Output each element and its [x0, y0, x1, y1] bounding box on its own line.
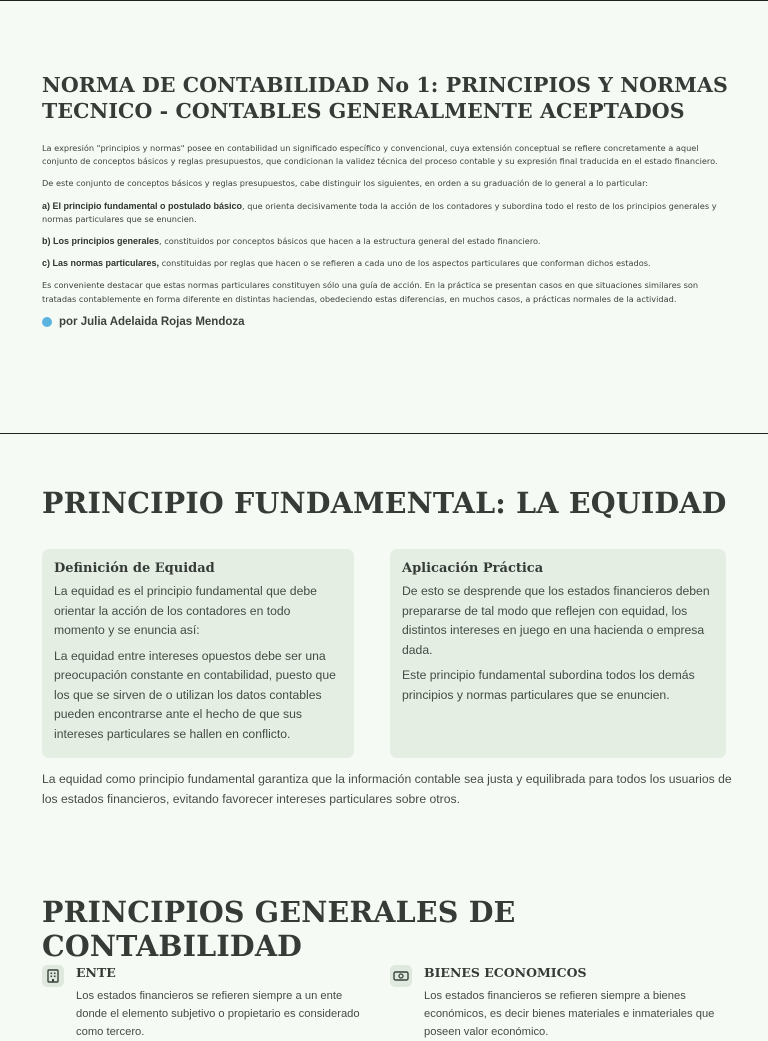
author-name: por Julia Adelaida Rojas Mendoza: [59, 315, 245, 328]
slide-norma-contabilidad: [42, 72, 730, 328]
item-c-text: constituidas por reglas que hacen o se refieren a cada uno de los aspectos particulares que conforman dichos estados.: [159, 258, 651, 269]
slide-divider: [0, 433, 768, 434]
definicion-card-p1: La equidad es el principio fundamental que debe orientar la acción de los contadores en todo momento y se enuncia así:: [54, 584, 317, 637]
slide2-title: PRINCIPIO FUNDAMENTAL: LA EQUIDAD: [42, 486, 727, 520]
aplicacion-card-title: Aplicación Práctica: [402, 561, 544, 576]
principle-ente-text: Los estados financieros se refieren siempre a un ente donde el elemento subjetivo o propietario es considerado como tercero.: [76, 990, 360, 1038]
building-icon: [42, 965, 64, 987]
closing-paragraph: Es conveniente destacar que estas normas particulares constituyen sólo una guía de acción. En la práctica se presentan casos en que situaciones similares son tratadas contablemente en forma diferente en distintas haciendas, obedeciendo estas diferencias, en muchos casos, a prácticas normales de la actividad.: [42, 280, 699, 304]
equidad-note: La equidad como principio fundamental garantiza que la información contable sea justa y equilibrada para todos los usuarios de los estados financieros, evitando favorecer intereses particulares sobre otros.: [42, 772, 732, 806]
item-c-term: c) Las normas particulares,: [42, 258, 160, 269]
aplicacion-card-p2: Este principio fundamental subordina todos los demás principios y normas particulares que se enuncien.: [402, 668, 695, 702]
author-avatar-icon: [42, 317, 52, 327]
definicion-card-p2: La equidad entre intereses opuestos debe ser una preocupación constante en contabilidad, puesto que los que se sirven de o utilizan los datos contables pueden encontrarse ante el hecho de que sus intereses particulares se hallen en conflicto.: [54, 648, 336, 741]
item-a: [42, 200, 730, 226]
item-b-term: b) Los principios generales: [42, 236, 160, 247]
definicion-card: [42, 549, 354, 758]
top-divider: [0, 0, 768, 1]
definicion-card-title: Definición de Equidad: [54, 561, 215, 576]
intro-paragraph: La expresión "principios y normas" posee en contabilidad un significado específico y convencional, cuya extensión conceptual se refiere concretamente a aquel conjunto de conceptos básicos y reglas presupuestos, que condicionan la validez técnica del proceso contable y su expresión final traducida en el estado financiero.: [42, 143, 718, 167]
money-icon: [390, 965, 412, 987]
principle-ente-title: ENTE: [76, 965, 116, 980]
item-a-text: , que orienta decisivamente toda la acción de los contadores y subordina todo el resto de los principios generales y normas particulares que se enuncien.: [42, 200, 717, 224]
item-b-text: , constituidos por conceptos básicos que hacen a la estructura general del estado financiero.: [159, 236, 541, 247]
slide1-title: NORMA DE CONTABILIDAD No 1: PRINCIPIOS Y NORMAS TECNICO - CONTABLES GENERALMENTE ACEPTADOS: [42, 73, 728, 123]
aplicacion-card: [390, 549, 726, 758]
distinguish-paragraph: De este conjunto de conceptos básicos y reglas presupuestos, cabe distinguir los siguientes, en orden a su graduación de lo general a lo particular:: [42, 178, 649, 189]
slide3-title: PRINCIPIOS GENERALES DE CONTABILIDAD: [42, 895, 516, 963]
principle-bienes-title: BIENES ECONOMICOS: [424, 965, 587, 980]
author-line: [42, 316, 730, 328]
item-a-term: a) El principio fundamental o postulado básico: [42, 200, 243, 211]
principle-bienes-text: Los estados financieros se refieren siempre a bienes económicos, es decir bienes materiales e inmateriales que poseen valor económico.: [424, 990, 715, 1038]
aplicacion-card-p1: De esto se desprende que los estados financieros deben prepararse de tal modo que reflejen con equidad, los distintos intereses en juego en una hacienda o empresa dada.: [402, 584, 710, 657]
item-b: [42, 235, 730, 248]
item-c: [42, 257, 730, 270]
